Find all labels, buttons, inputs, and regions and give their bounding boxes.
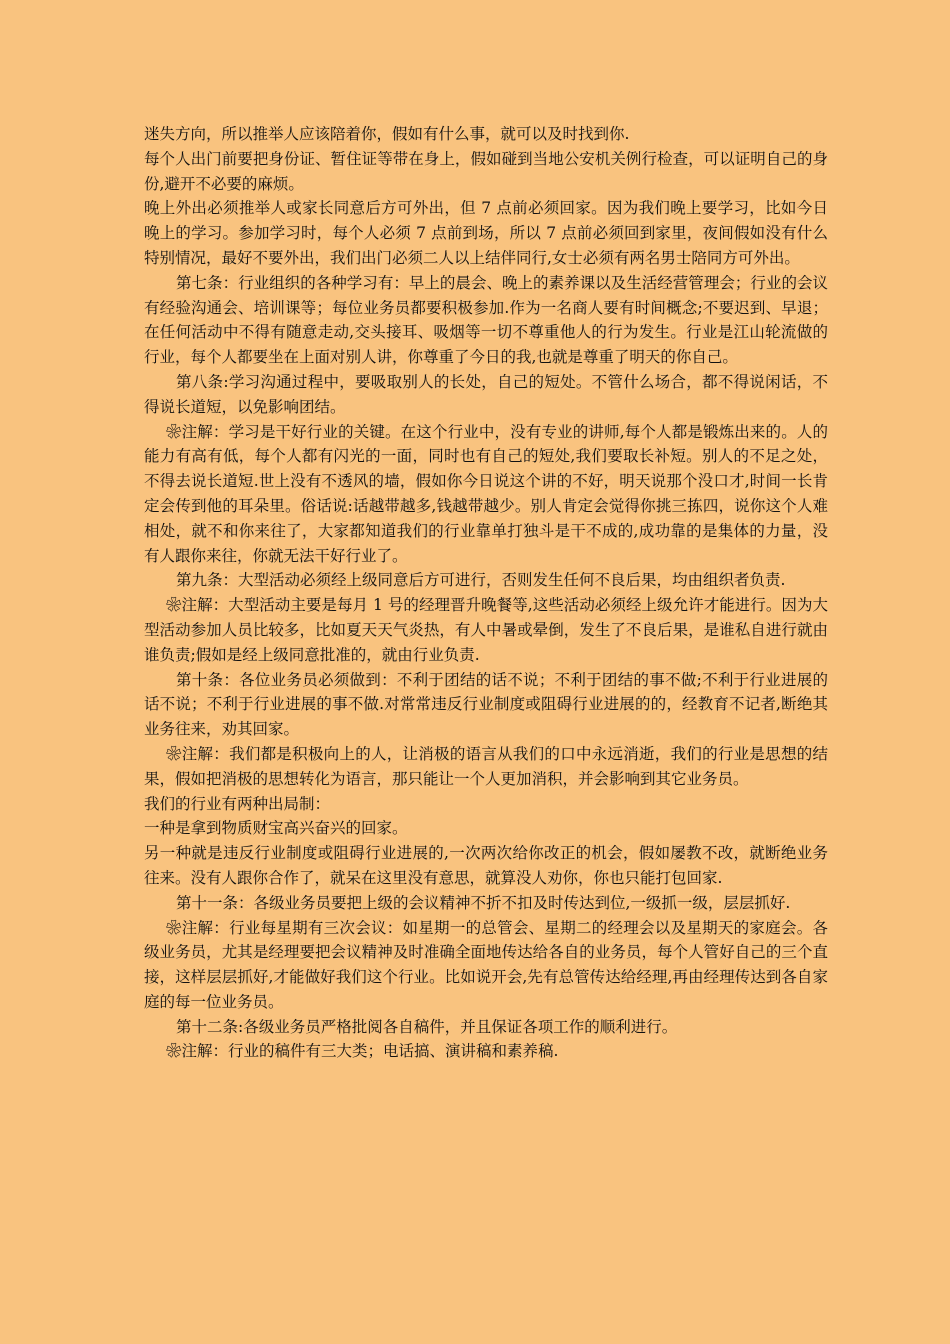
article-8: 第八条:学习沟通过程中，要吸取别人的长处，自己的短处。不管什么场合，都不得说闲话，不得说长道短，以免影响团结。: [144, 372, 828, 416]
article-11: 第十一条：各级业务员要把上级的会议精神不折不扣及时传达到位,一级抓一级，层层抓好.: [176, 893, 791, 912]
note-article-12: ❀注解：行业的稿件有三大类；电话搞、演讲稿和素养稿.: [166, 1042, 559, 1061]
article-10: 第十条：各位业务员必须做到：不利于团结的话不说；不利于团结的事不做;不利于行业进展的话不说；不利于行业进展的事不做.对常常违反行业制度或阻碍行业进展的的，经教育不记者,断绝其业务往来，劝其回家。: [144, 670, 828, 739]
note-article-9: ❀注解：大型活动主要是每月 1 号的经理晋升晚餐等,这些活动必须经上级允许才能进行。因为大型活动参加人员比较多，比如夏天天气炎热，有人中暑或晕倒，发生了不良后果，是谁私自进行就由谁负责;假如是经上级同意批准的，就由行业负责.: [144, 596, 828, 664]
note-article-10: ❀注解：我们都是积极向上的人，让消极的语言从我们的口中永远消逝，我们的行业是思想的结果，假如把消极的思想转化为语言，那只能让一个人更加消积，并会影响到其它业务员。: [144, 744, 828, 788]
note-article-11: ❀注解：行业每星期有三次会议：如星期一的总管会、星期二的经理会以及星期天的家庭会。各级业务员，尤其是经理要把会议精神及时准确全面地传达给各自的业务员，每个人管好自己的三个直接，这样层层抓好,才能做好我们这个行业。比如说开会,先有总管传达给经理,再由经理传达到各自家庭的每一位业务员。: [144, 918, 828, 1011]
paragraph-exit-system: 我们的行业有两种出局制：: [144, 794, 331, 813]
paragraph-exit-type-2: 另一种就是违反行业制度或阻碍行业进展的,一次两次给你改正的机会，假如屡教不改，就断绝业务往来。没有人跟你合作了，就呆在这里没有意思，就算没人劝你，你也只能打包回家.: [144, 844, 828, 887]
paragraph-2: 每个人出门前要把身份证、暂住证等带在身上，假如碰到当地公安机关例行检查，可以证明自己的身份,避开不必要的麻烦。: [144, 149, 828, 193]
paragraph-exit-type-1: 一种是拿到物质财宝高兴奋兴的回家。: [144, 819, 408, 838]
note-article-8: ❀注解：学习是干好行业的关键。在这个行业中，没有专业的讲师,每个人都是锻炼出来的。人的能力有高有低，每个人都有闪光的一面，同时也有自己的短处,我们要取长补短。别人的不足之处，不得去说长道短.世上没有不透风的墙，假如你今日说这个讲的不好，明天说那个没口才,时间一长肯定会传到他的耳朵里。俗话说:话越带越多,钱越带越少。别人肯定会觉得你挑三拣四，说你这个人难相处，就不和你来往了，大家都知道我们的行业靠单打独斗是干不成的,成功靠的是集体的力量，没有人跟你来往，你就无法干好行业了。: [144, 422, 828, 565]
article-9: 第九条：大型活动必须经上级同意后方可进行，否则发生任何不良后果，均由组织者负责.: [176, 571, 786, 590]
paragraph-1: 迷失方向，所以推举人应该陪着你，假如有什么事，就可以及时找到你.: [144, 125, 630, 143]
article-7: 第七条：行业组织的各种学习有：早上的晨会、晚上的素养课以及生活经营管理会；行业的会议有经验沟通会、培训课等；每位业务员都要积极参加.作为一名商人要有时间概念;不要迟到、早退；在任何活动中不得有随意走动,交头接耳、吸烟等一切不尊重他人的行为发生。行业是江山轮流做的行业，每个人都要坐在上面对别人讲，你尊重了今日的我,也就是尊重了明天的你自己。: [144, 273, 828, 367]
article-12: 第十二条:各级业务员严格批阅各自稿件，并且保证各项工作的顺利进行。: [176, 1017, 678, 1036]
paragraph-3: 晚上外出必须推举人或家长同意后方可外出，但 7 点前必须回家。因为我们晚上要学习，比如今日晚上的学习。参加学习时，每个人必须 7 点前到场，所以 7 点前必须回到家里，夜间假如没有什么特别情况，最好不要外出，我们出门必须二人以上结伴同行,女士必须有两名男士陪同方可外出。: [144, 199, 828, 267]
